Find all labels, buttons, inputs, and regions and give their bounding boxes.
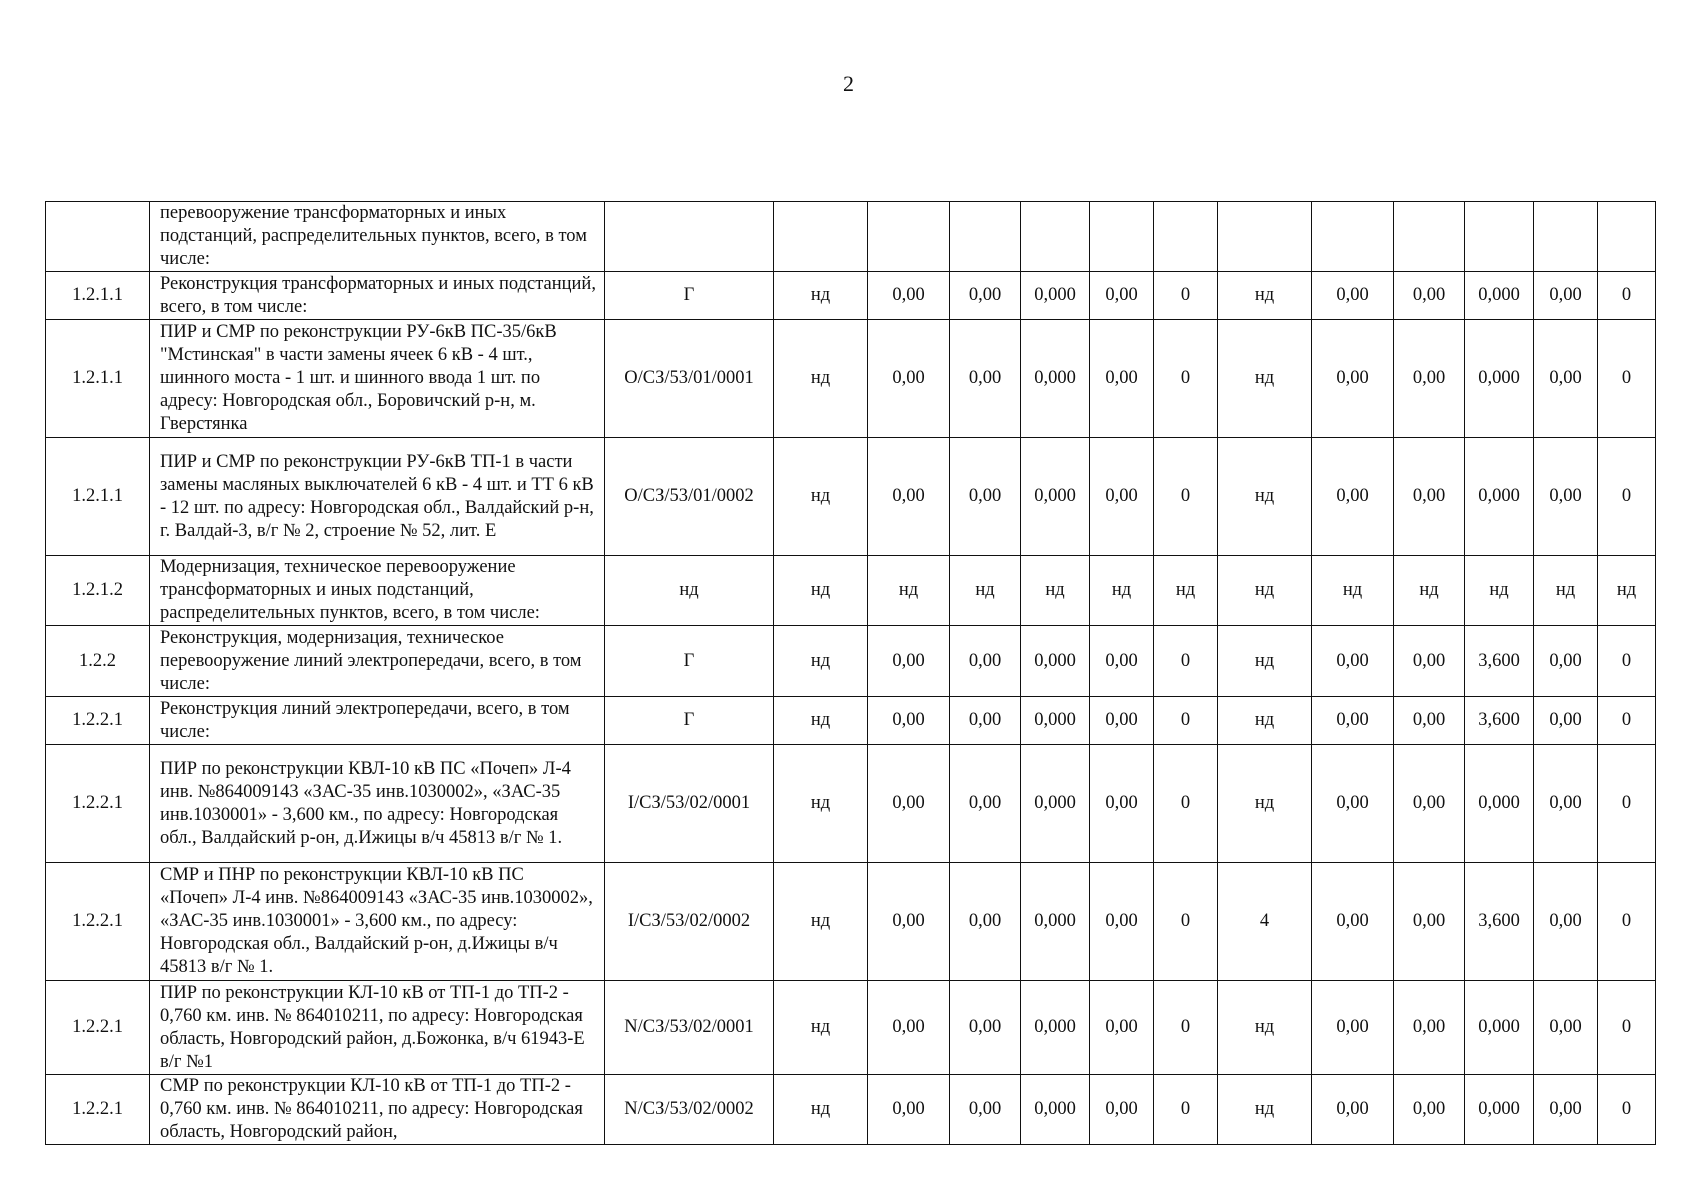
value-cell: 0,00 <box>1090 697 1154 745</box>
row-code-cell <box>605 202 774 272</box>
value-cell: нд <box>1218 1075 1312 1145</box>
value-cell: 0,00 <box>1394 697 1465 745</box>
row-name-cell: перевооружение трансформаторных и иных подстанций, распределительных пунктов, всего, в том числе: <box>150 202 605 272</box>
value-cell: 0 <box>1598 1075 1656 1145</box>
value-cell: 0,000 <box>1021 1075 1090 1145</box>
value-cell: 0,000 <box>1465 745 1534 863</box>
value-cell: 0 <box>1154 697 1218 745</box>
row-name-cell: СМР и ПНР по реконструкции КВЛ-10 кВ ПС «Почеп» Л-4 инв. №864009143 «ЗАС-35 инв.1030002», «ЗАС-35 инв.1030001» - 3,600 км., по адресу: Новгородская обл., Валдайский р-он, д.Ижицы в/ч 45813 в/г № 1. <box>150 863 605 981</box>
value-cell: 0,000 <box>1465 320 1534 438</box>
value-cell: 0,00 <box>868 863 950 981</box>
value-cell: нд <box>950 556 1021 626</box>
value-cell: нд <box>1218 745 1312 863</box>
value-cell: нд <box>1534 556 1598 626</box>
value-cell: 0,00 <box>1090 745 1154 863</box>
value-cell: 0,00 <box>1090 272 1154 320</box>
value-cell: 0,00 <box>1090 320 1154 438</box>
value-cell: 3,600 <box>1465 697 1534 745</box>
value-cell: 0,00 <box>1534 626 1598 697</box>
value-cell: 0,000 <box>1021 626 1090 697</box>
value-cell: 0 <box>1598 438 1656 556</box>
row-code-cell: I/СЗ/53/02/0002 <box>605 863 774 981</box>
value-cell <box>1021 202 1090 272</box>
value-cell: 0 <box>1154 272 1218 320</box>
value-cell: 0,00 <box>1394 1075 1465 1145</box>
value-cell: 0,00 <box>1312 981 1394 1075</box>
row-code-cell: Г <box>605 272 774 320</box>
value-cell <box>1312 202 1394 272</box>
table-row <box>46 626 1656 697</box>
table-row <box>46 863 1656 981</box>
value-cell: 0,00 <box>1312 438 1394 556</box>
row-name-cell: Реконструкция трансформаторных и иных подстанций, всего, в том числе: <box>150 272 605 320</box>
value-cell: нд <box>1218 697 1312 745</box>
value-cell: 0,00 <box>1534 863 1598 981</box>
value-cell: 0,00 <box>1394 863 1465 981</box>
value-cell: 0 <box>1598 320 1656 438</box>
row-name-cell: Реконструкция линий электропередачи, всего, в том числе: <box>150 697 605 745</box>
row-name-cell: Реконструкция, модернизация, техническое перевооружение линий электропередачи, всего, в том числе: <box>150 626 605 697</box>
row-number-cell: 1.2.1.1 <box>46 320 150 438</box>
value-cell: 0,000 <box>1465 272 1534 320</box>
value-cell: 0 <box>1154 981 1218 1075</box>
value-cell: 0,000 <box>1021 745 1090 863</box>
value-cell: 0,000 <box>1021 272 1090 320</box>
value-cell <box>774 202 868 272</box>
value-cell: 0,00 <box>1534 981 1598 1075</box>
value-cell: 0 <box>1154 320 1218 438</box>
value-cell: нд <box>774 863 868 981</box>
value-cell: 0,00 <box>868 697 950 745</box>
row-number-cell: 1.2.1.1 <box>46 272 150 320</box>
value-cell: 0,00 <box>868 626 950 697</box>
value-cell: 3,600 <box>1465 863 1534 981</box>
value-cell: 0,00 <box>1090 1075 1154 1145</box>
value-cell <box>1534 202 1598 272</box>
table-row <box>46 697 1656 745</box>
value-cell: 0,00 <box>1394 438 1465 556</box>
value-cell: 0,00 <box>950 272 1021 320</box>
value-cell <box>1154 202 1218 272</box>
value-cell: 0,00 <box>950 626 1021 697</box>
value-cell: нд <box>1218 272 1312 320</box>
value-cell: 0,00 <box>1090 438 1154 556</box>
value-cell: 4 <box>1218 863 1312 981</box>
row-name-cell: ПИР и СМР по реконструкции РУ-6кВ ТП-1 в части замены масляных выключателей 6 кВ - 4 шт. и ТТ 6 кВ - 12 шт. по адресу: Новгородская обл., Валдайский р-н, г. Валдай-3, в/г № 2, строение № 52, лит. Е <box>150 438 605 556</box>
row-number-cell: 1.2.1.2 <box>46 556 150 626</box>
value-cell: 0,00 <box>950 981 1021 1075</box>
table-row <box>46 745 1656 863</box>
value-cell: нд <box>774 981 868 1075</box>
value-cell: 0,00 <box>1312 745 1394 863</box>
value-cell: нд <box>1218 438 1312 556</box>
row-name-cell: СМР по реконструкции КЛ-10 кВ от ТП-1 до ТП-2 - 0,760 км. инв. № 864010211, по адресу: Новгородская область, Новгородский район, <box>150 1075 605 1145</box>
value-cell: 0 <box>1598 745 1656 863</box>
value-cell: 0,00 <box>868 272 950 320</box>
row-name-cell: ПИР по реконструкции КВЛ-10 кВ ПС «Почеп» Л-4 инв. №864009143 «ЗАС-35 инв.1030002», «ЗАС-35 инв.1030001» - 3,600 км., по адресу: Новгородская обл., Валдайский р-он, д.Ижицы в/ч 45813 в/г № 1. <box>150 745 605 863</box>
value-cell: 0,00 <box>1534 745 1598 863</box>
row-number-cell: 1.2.2.1 <box>46 981 150 1075</box>
row-name-cell: ПИР и СМР по реконструкции РУ-6кВ ПС-35/6кВ "Мстинская" в части замены ячеек 6 кВ - 4 шт., шинного моста - 1 шт. и шинного ввода 1 шт. по адресу: Новгородская обл., Боровичский р-н, м. Гверстянка <box>150 320 605 438</box>
value-cell: 0,00 <box>1394 745 1465 863</box>
row-code-cell: Г <box>605 697 774 745</box>
value-cell <box>1598 202 1656 272</box>
value-cell: нд <box>774 438 868 556</box>
value-cell: нд <box>1090 556 1154 626</box>
value-cell: 0,00 <box>1312 697 1394 745</box>
value-cell: 0,00 <box>950 863 1021 981</box>
value-cell: 0 <box>1154 626 1218 697</box>
value-cell: 0,00 <box>1312 320 1394 438</box>
row-code-cell: O/СЗ/53/01/0002 <box>605 438 774 556</box>
table-row <box>46 556 1656 626</box>
value-cell <box>1465 202 1534 272</box>
table-row <box>46 272 1656 320</box>
value-cell: нд <box>774 745 868 863</box>
value-cell: 0,00 <box>1394 981 1465 1075</box>
table-body <box>46 202 1656 1145</box>
value-cell: 0,000 <box>1465 1075 1534 1145</box>
value-cell: 0 <box>1154 863 1218 981</box>
value-cell: нд <box>1218 981 1312 1075</box>
value-cell: 0 <box>1598 863 1656 981</box>
value-cell: 0,00 <box>1534 320 1598 438</box>
value-cell: нд <box>774 1075 868 1145</box>
value-cell: нд <box>1218 556 1312 626</box>
row-number-cell: 1.2.2.1 <box>46 745 150 863</box>
table-row <box>46 981 1656 1075</box>
value-cell: 0,00 <box>950 1075 1021 1145</box>
row-code-cell: нд <box>605 556 774 626</box>
value-cell: 0,00 <box>868 981 950 1075</box>
value-cell: 0 <box>1598 697 1656 745</box>
value-cell: 0,00 <box>950 320 1021 438</box>
row-number-cell: 1.2.1.1 <box>46 438 150 556</box>
row-code-cell: I/СЗ/53/02/0001 <box>605 745 774 863</box>
row-number-cell: 1.2.2.1 <box>46 863 150 981</box>
value-cell: нд <box>774 626 868 697</box>
table-row <box>46 438 1656 556</box>
value-cell: 0,00 <box>950 438 1021 556</box>
value-cell: 0,00 <box>1090 981 1154 1075</box>
value-cell: 0,00 <box>868 438 950 556</box>
value-cell: 0,00 <box>1312 1075 1394 1145</box>
value-cell: 0,00 <box>1394 626 1465 697</box>
value-cell: 0,00 <box>868 320 950 438</box>
value-cell: 3,600 <box>1465 626 1534 697</box>
value-cell: 0,000 <box>1021 981 1090 1075</box>
value-cell: 0,000 <box>1465 438 1534 556</box>
row-name-cell: ПИР по реконструкции КЛ-10 кВ от ТП-1 до ТП-2 - 0,760 км. инв. № 864010211, по адресу: Новгородская область, Новгородский район, д.Божонка, в/ч 61943-Е в/г №1 <box>150 981 605 1075</box>
value-cell: нд <box>774 556 868 626</box>
value-cell: 0 <box>1598 981 1656 1075</box>
value-cell: 0,00 <box>868 745 950 863</box>
value-cell: нд <box>1218 626 1312 697</box>
value-cell: 0,00 <box>950 745 1021 863</box>
value-cell: 0,000 <box>1021 697 1090 745</box>
row-code-cell: O/СЗ/53/01/0001 <box>605 320 774 438</box>
value-cell: нд <box>774 697 868 745</box>
value-cell: нд <box>774 320 868 438</box>
value-cell: нд <box>774 272 868 320</box>
value-cell: 0,00 <box>1394 272 1465 320</box>
value-cell: 0,000 <box>1021 320 1090 438</box>
value-cell: нд <box>1218 320 1312 438</box>
value-cell: 0,00 <box>1312 272 1394 320</box>
value-cell: 0 <box>1598 626 1656 697</box>
value-cell: 0,00 <box>1394 320 1465 438</box>
value-cell: 0,000 <box>1021 438 1090 556</box>
value-cell: 0,00 <box>1534 1075 1598 1145</box>
value-cell: нд <box>1394 556 1465 626</box>
value-cell <box>1394 202 1465 272</box>
value-cell: 0 <box>1598 272 1656 320</box>
page-number: 2 <box>843 71 854 96</box>
value-cell: 0 <box>1154 438 1218 556</box>
row-code-cell: N/СЗ/53/02/0002 <box>605 1075 774 1145</box>
table-row <box>46 320 1656 438</box>
table-row <box>46 1075 1656 1145</box>
value-cell: нд <box>1312 556 1394 626</box>
row-code-cell: Г <box>605 626 774 697</box>
value-cell <box>950 202 1021 272</box>
row-name-cell: Модернизация, техническое перевооружение трансформаторных и иных подстанций, распределительных пунктов, всего, в том числе: <box>150 556 605 626</box>
value-cell <box>1218 202 1312 272</box>
row-number-cell <box>46 202 150 272</box>
value-cell: 0,000 <box>1465 981 1534 1075</box>
value-cell: 0 <box>1154 1075 1218 1145</box>
value-cell <box>1090 202 1154 272</box>
value-cell: 0,00 <box>950 697 1021 745</box>
row-number-cell: 1.2.2.1 <box>46 697 150 745</box>
value-cell: нд <box>1154 556 1218 626</box>
row-number-cell: 1.2.2.1 <box>46 1075 150 1145</box>
investment-program-table <box>45 201 1656 1145</box>
value-cell: 0,00 <box>1312 626 1394 697</box>
value-cell: 0,00 <box>868 1075 950 1145</box>
row-number-cell: 1.2.2 <box>46 626 150 697</box>
value-cell: нд <box>1021 556 1090 626</box>
table-row <box>46 202 1656 272</box>
value-cell: 0,00 <box>1090 626 1154 697</box>
value-cell: 0 <box>1154 745 1218 863</box>
value-cell: 0,00 <box>1534 438 1598 556</box>
value-cell: 0,00 <box>1534 272 1598 320</box>
value-cell: 0,00 <box>1534 697 1598 745</box>
value-cell: нд <box>1465 556 1534 626</box>
value-cell: нд <box>868 556 950 626</box>
value-cell: 0,00 <box>1312 863 1394 981</box>
value-cell: нд <box>1598 556 1656 626</box>
value-cell: 0,00 <box>1090 863 1154 981</box>
value-cell <box>868 202 950 272</box>
value-cell: 0,000 <box>1021 863 1090 981</box>
row-code-cell: N/СЗ/53/02/0001 <box>605 981 774 1075</box>
